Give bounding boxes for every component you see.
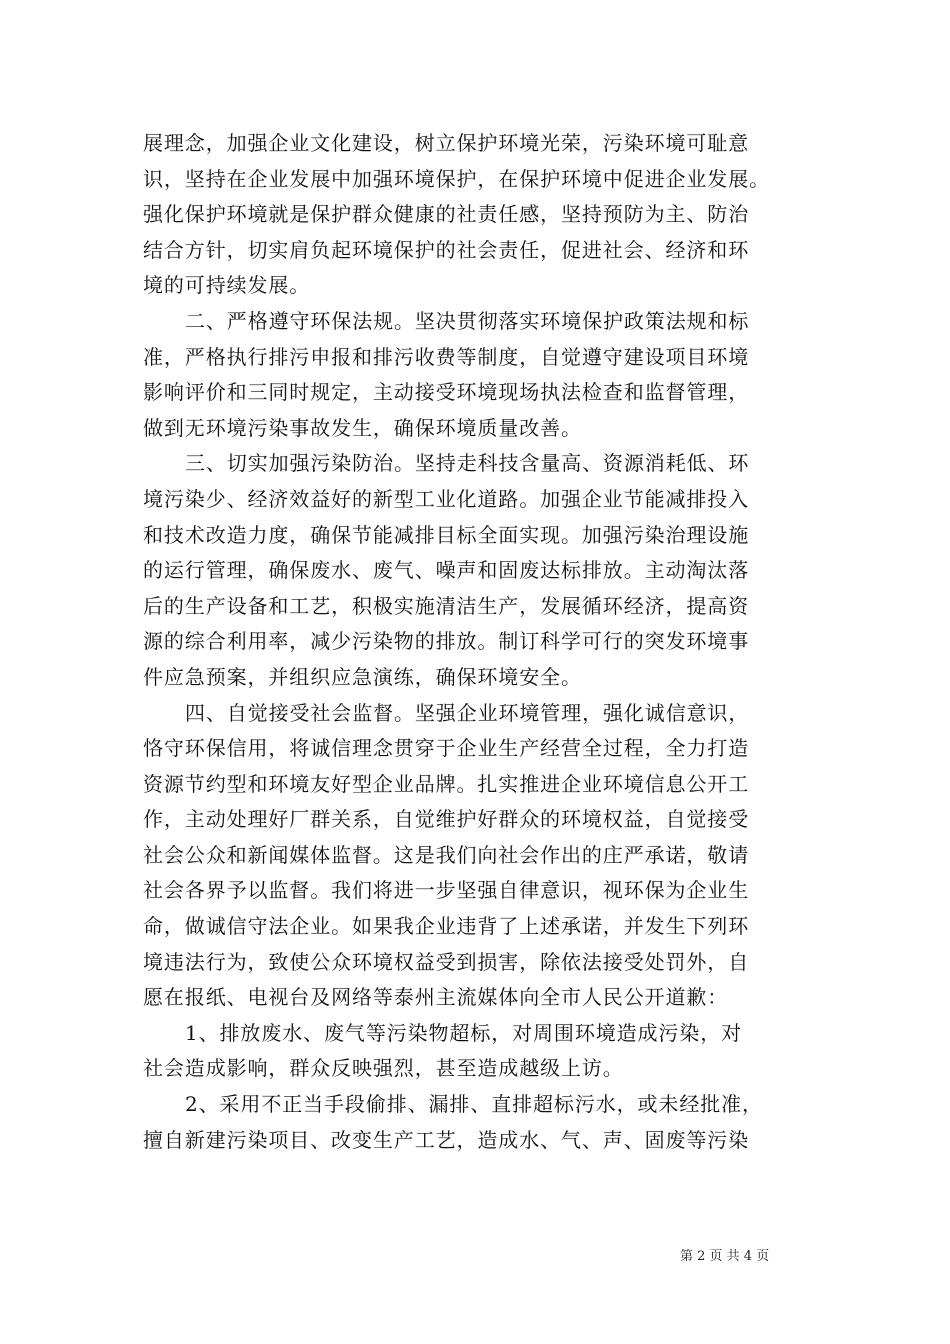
text-line: 恪守环保信用，将诚信理念贯穿于企业生产经营全过程，全力打造 [143,736,750,761]
text-line: 境违法行为，致使公众环境权益受到损害，除依法接受处罚外，自 [143,949,750,974]
text-line: 三、切实加强污染防治。坚持走科技含量高、资源消耗低、环 [185,451,750,476]
text-line: 境的可持续发展。 [143,273,311,298]
paragraph [143,696,807,1016]
text-line: 件应急预案，并组织应急演练，确保环境安全。 [143,664,582,689]
text-line: 2、采用不正当手段偷排、漏排、直排超标污水，或未经批准， [185,1092,763,1117]
text-line: 识，坚持在企业发展中加强环境保护，在保护环境中促进企业发展。 [143,166,770,191]
text-line: 擅自新建污染项目、改变生产工艺，造成水、气、声、固废等污染 [143,1127,750,1152]
text-line: 的运行管理，确保废水、废气、噪声和固废达标排放。主动淘汰落 [143,558,750,583]
text-line: 四、自觉接受社会监督。坚强企业环境管理，强化诚信意识， [185,700,750,725]
text-line: 社会各界予以监督。我们将进一步坚强自律意识，视环保为企业生 [143,878,750,903]
text-line: 作，主动处理好厂群关系，自觉维护好群众的环境权益，自觉接受 [143,807,750,832]
paragraph [143,304,807,446]
text-line: 二、严格遵守环保法规。坚决贯彻落实环境保护政策法规和标 [185,308,750,333]
text-line: 影响评价和三同时规定，主动接受环境现场执法检查和监督管理， [143,380,750,405]
text-line: 强化保护环境就是保护群众健康的社责任感，坚持预防为主、防治 [143,202,750,227]
text-line: 和技术改造力度，确保节能减排目标全面实现。加强污染治理设施 [143,522,750,547]
text-line: 后的生产设备和工艺，积极实施清洁生产，发展循环经济，提高资 [143,593,750,618]
text-line: 资源节约型和环境友好型企业品牌。扎实推进企业环境信息公开工 [143,771,750,796]
paragraph [143,1087,807,1158]
text-line: 社会造成影响，群众反映强烈，甚至造成越级上访。 [143,1056,624,1081]
document-body [143,126,807,1158]
text-line: 准，严格执行排污申报和排污收费等制度，自觉遵守建设项目环境 [143,344,750,369]
text-line: 1、排放废水、废气等污染物超标，对周围环境造成污染，对 [185,1020,743,1045]
text-line: 境污染少、经济效益好的新型工业化道路。加强企业节能减排投入 [143,486,750,511]
paragraph [143,126,807,304]
text-line: 展理念，加强企业文化建设，树立保护环境光荣，污染环境可耻意 [143,131,750,155]
paragraph [143,446,807,695]
page-footer-page-number: 第 2 页 共 4 页 [680,1249,770,1264]
text-line: 源的综合利用率，减少污染物的排放。制订科学可行的突发环境事 [143,629,750,654]
text-line: 做到无环境污染事故发生，确保环境质量改善。 [143,415,582,440]
text-line: 社会公众和新闻媒体监督。这是我们向社会作出的庄严承诺，敬请 [143,842,750,867]
text-line: 命，做诚信守法企业。如果我企业违背了上述承诺，并发生下列环 [143,914,750,939]
text-line: 结合方针，切实肩负起环境保护的社会责任，促进社会、经济和环 [143,237,750,262]
text-line: 愿在报纸、电视台及网络等泰州主流媒体向全市人民公开道歉： [143,985,729,1010]
paragraph [143,1016,807,1087]
